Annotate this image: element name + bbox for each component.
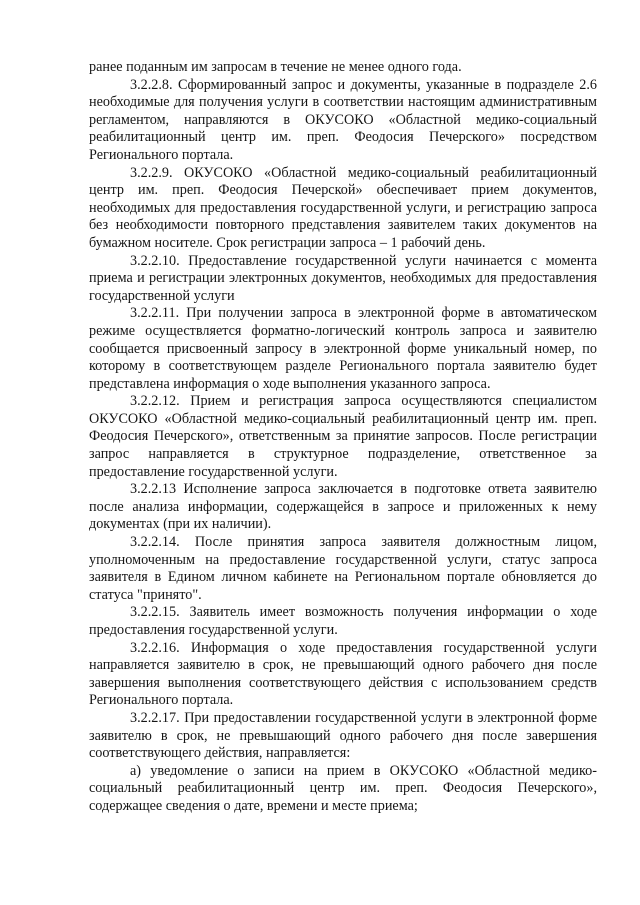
paragraph-3-2-2-9: 3.2.2.9. ОКУСОКО «Областной медико-социальный реабилитационный центр им. преп. Феодосия Печерской» обеспечивает прием документов, необходимых для предоставления государственной услуги, и регистрацию запроса без необходимости повторного представления заявителем таких документов на бумажном носителе. Срок регистрации запроса – 1 рабочий день. — [89, 164, 597, 251]
paragraph-3-2-2-11: 3.2.2.11. При получении запроса в электронной форме в автоматическом режиме осуществляется форматно-логический контроль запроса и заявителю сообщается присвоенный запросу в электронной форме уникальный номер, по которому в соответствующем разделе Регионального портала заявителю будет представлена информация о ходе выполнения указанного запроса. — [89, 305, 597, 392]
paragraph-3-2-2-17: 3.2.2.17. При предоставлении государственной услуги в электронной форме заявителю в срок, не превышающий одного рабочего дня после завершения соответствующего действия, направляется: — [89, 709, 597, 762]
document-page — [89, 59, 597, 816]
paragraph-continuation: ранее поданным им запросам в течение не менее одного года. — [89, 59, 462, 75]
list-item-a: а) уведомление о записи на прием в ОКУСОКО «Областной медико-социальный реабилитационный центр им. преп. Феодосия Печерского», содержащее сведения о дате, времени и месте приема; — [89, 762, 597, 814]
paragraph-3-2-2-8: 3.2.2.8. Сформированный запрос и документы, указанные в подразделе 2.6 необходимые для получения услуги в соответствии настоящим административным регламентом, направляются в ОКУСОКО «Областной медико-социальный реабилитационный центр им. преп. Феодосия Печерского» посредством Регионального портала. — [89, 76, 597, 163]
paragraph-3-2-2-14: 3.2.2.14. После принятия запроса заявителя должностным лицом, уполномоченным на предоставление государственной услуги, статус запроса заявителя в Едином личном кабинете на Региональном портале обновляется до статуса "принято". — [89, 534, 597, 603]
paragraph-3-2-2-12: 3.2.2.12. Прием и регистрация запроса осуществляются специалистом ОКУСОКО «Областной медико-социальный реабилитационный центр им. преп. Феодосия Печерского», ответственным за принятие запросов. После регистрации запрос направляется в структурное подразделение, ответственное за предоставление государственной услуги. — [89, 393, 597, 480]
paragraph-3-2-2-15: 3.2.2.15. Заявитель имеет возможность получения информации о ходе предоставления государственной услуги. — [89, 604, 597, 638]
paragraph-3-2-2-10: 3.2.2.10. Предоставление государственной услуги начинается с момента приема и регистрации электронных документов, необходимых для предоставления государственной услуги — [89, 252, 597, 304]
paragraph-3-2-2-13: 3.2.2.13 Исполнение запроса заключается в подготовке ответа заявителю после анализа информации, содержащейся в запросе и приложенных к нему документах (при их наличии). — [89, 481, 597, 533]
paragraph-3-2-2-16: 3.2.2.16. Информация о ходе предоставления государственной услуги направляется заявителю в срок, не превышающий одного рабочего дня после завершения выполнения соответствующего действия с использованием средств Регионального портала. — [89, 639, 597, 709]
